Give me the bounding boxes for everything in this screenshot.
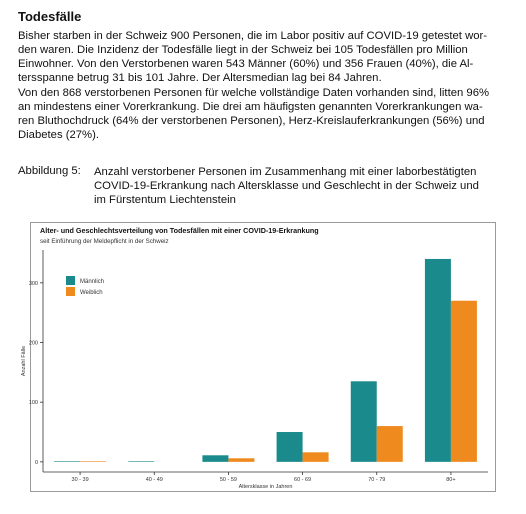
legend-swatch-male [66, 276, 75, 285]
paragraph-line: Einwohner. Von den Verstorbenen waren 543 Männer (60%) und 356 Frauen (40%), die Al- [18, 58, 474, 70]
x-tick-label: 30 - 39 [71, 477, 89, 483]
bar-male [54, 461, 80, 462]
paragraph-line: Bisher starben in der Schweiz 900 Personen, die im Labor positiv auf COVID-19 getestet wor- [18, 30, 488, 42]
bar-female [451, 301, 477, 462]
x-axis-title: Altersklasse in Jahren [238, 484, 293, 490]
y-tick-label: 100 [28, 400, 38, 407]
paragraph-line: an mindestens einer Vorerkrankung. Die drei am häufigsten genannten Vorerkrankungen wa- [18, 101, 483, 113]
section-title: Todesfälle [18, 9, 82, 24]
x-tick-label: 80+ [446, 477, 456, 483]
paragraph-line: den waren. Die Inzidenz der Todesfälle liegt in der Schweiz bei 105 Todesfällen pro Million [18, 44, 468, 56]
legend-label: Männlich [80, 279, 105, 285]
bar-female [303, 452, 329, 462]
x-tick-label: 60 - 69 [294, 477, 312, 483]
paragraph-line: Von den 868 verstorbenen Personen für welche vollständige Daten vorhanden sind, litten 96% [18, 87, 490, 99]
bar-female [80, 461, 106, 462]
bar-male [202, 455, 228, 462]
y-tick-label: 0 [34, 459, 38, 466]
chart-subtitle: seit Einführung der Meldepflicht in der Schweiz [40, 238, 169, 245]
chart-title: Alter- und Geschlechtsverteilung von Todesfällen mit einer COVID-19-Erkrankung [40, 226, 319, 235]
bar-male [128, 461, 154, 462]
bar-male [277, 432, 303, 462]
paragraph-line: Diabetes (27%). [18, 129, 99, 141]
bar-female [377, 426, 403, 462]
caption-line: Anzahl verstorbener Personen im Zusammenhang mit einer laborbestätigten [94, 166, 477, 178]
x-tick-label: 40 - 49 [145, 477, 163, 483]
bar-male [425, 259, 451, 462]
bar-female [228, 458, 254, 462]
y-tick-label: 200 [28, 340, 38, 347]
caption-line: im Fürstentum Liechtenstein [94, 194, 236, 206]
x-tick-label: 70 - 79 [368, 477, 386, 483]
paragraph-line: tersspanne betrug 31 bis 101 Jahre. Der Altersmedian lag bei 84 Jahren. [18, 72, 382, 84]
legend-swatch-female [66, 287, 75, 296]
y-axis-title: Anzahl Fälle [21, 345, 27, 377]
bar-male [351, 381, 377, 462]
caption-line: COVID-19-Erkrankung nach Altersklasse und Geschlecht in der Schweiz und [94, 180, 479, 192]
figure-label: Abbildung 5: [18, 165, 81, 177]
x-tick-label: 50 - 59 [219, 477, 237, 483]
paragraph-line: ren Bluthochdruck (64% der verstorbenen Personen), Herz-Kreislauferkrankungen (56%) und [18, 115, 485, 127]
y-tick-label: 300 [28, 280, 38, 287]
legend-label: Weiblich [80, 290, 103, 296]
